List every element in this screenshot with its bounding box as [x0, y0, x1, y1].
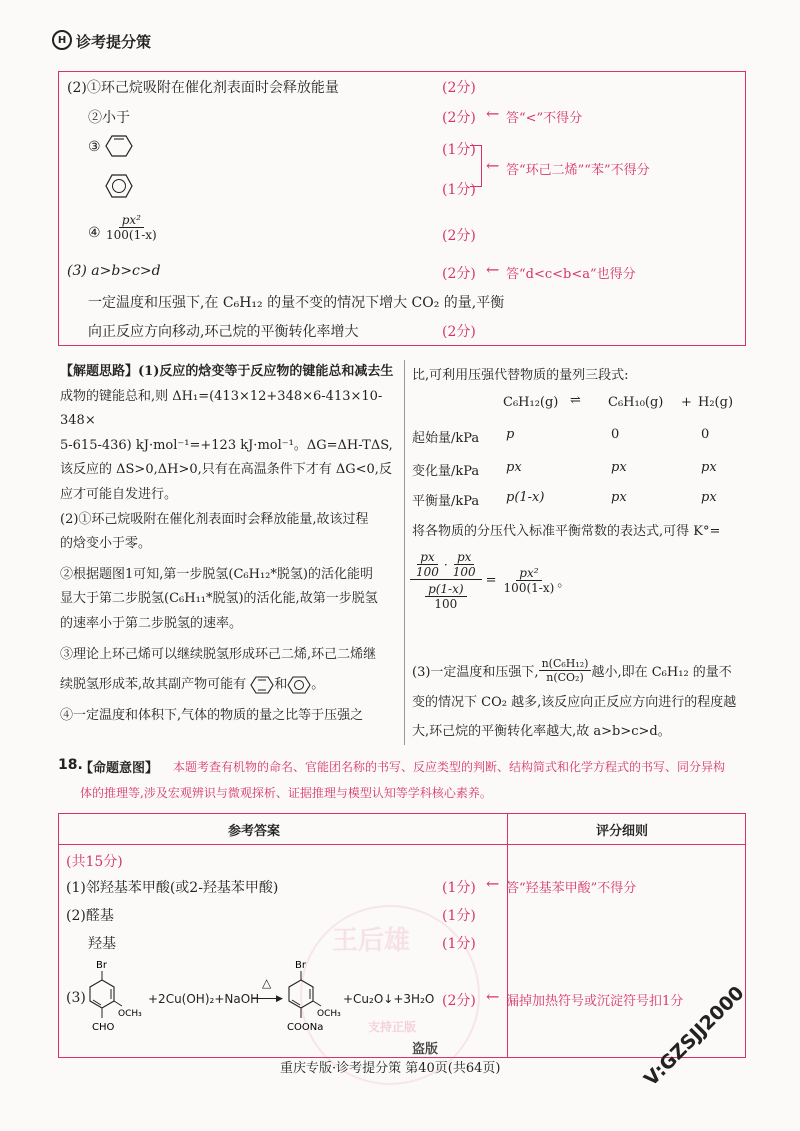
- reactant-structure-icon: [84, 956, 144, 1038]
- benzene-structure-icon: [104, 172, 134, 200]
- note-hydroxy: 答“羟基苯甲酸”不得分: [506, 881, 637, 896]
- answer-row-2-2: ②小于: [88, 110, 130, 126]
- ice-cell: 0: [611, 427, 620, 442]
- page-footer: 重庆专版·诊考提分策 第40页(共64页): [280, 1061, 501, 1076]
- points: (1分): [442, 936, 476, 952]
- answer-18-1: (1)邻羟基苯甲酸(或2-羟基苯甲酸): [66, 880, 279, 896]
- arrow-head-icon: ▶: [276, 994, 283, 1004]
- points: (1分): [442, 908, 476, 924]
- ice-cell: px: [701, 460, 717, 475]
- analysis-left: 【解题思路】(1)反应的焓变等于反应物的键能总和减去生 成物的键能总和,则 ΔH₁=(413×12+348×6-413×10-348× 5-615-436) kJ·mol⁻¹=+123 kJ·mol⁻¹。ΔG=ΔH-TΔS, 该反应的 ΔS>0,ΔH>0,只有在高温条件下才有 ΔG<0,反 应才可能自发进行。 (2)①环己烷吸附在催化剂表面时会释放能量,故该过程 的焓变小于零。 ②根据题图1可知,第一步脱氢(C₆H₁₂*脱氢)的活化能明 显大于第二步脱氢(C₆H₁₁*脱氢)的活化能,故第一步脱氢 的速率小于第二步脱氢的速率。 ③理论上环己烯可以继续脱氢形成环己二烯,环己二烯继 续脱氢形成苯,故其副产物可能有 和 。 ④一定温度和体积下,气体的物质的量之比等于压强之: [60, 364, 394, 723]
- table-header-scoring: 评分细则: [596, 824, 649, 839]
- points: (1分): [442, 142, 476, 158]
- watermark-stamp: 支持正版: [368, 1020, 417, 1034]
- brand-logo-icon: H: [52, 30, 72, 50]
- ice-label: 平衡量/kPa: [412, 494, 480, 509]
- answer-row-2-3: ③: [88, 139, 101, 155]
- ice-cell: px: [611, 490, 627, 505]
- watermark-stamp2: 盗版: [412, 1042, 439, 1057]
- k-expression-line: 将各物质的分压代入标准平衡常数的表达式,可得 K°=: [412, 524, 721, 539]
- svg-text:CHO: CHO: [92, 1022, 115, 1033]
- points: (2分): [442, 993, 476, 1009]
- eq-product1: C₆H₁₀(g): [608, 395, 664, 410]
- k-fraction: $\frac{px}{100}$ · $\frac{px}{100}$ $\frac{p(1-x)}{100}$ = $\frac{\text{px²}}{100(1-x)}$ 。: [410, 550, 570, 611]
- arrow-left-icon: ←: [486, 874, 500, 893]
- analysis-right-3c: 大,环己烷的平衡转化率越大,故 a>b>c>d。: [412, 724, 671, 739]
- eq-product2: H₂(g): [698, 395, 734, 410]
- kp-fraction: $\frac{\text{px²}}{100(1-x)}$: [106, 213, 157, 242]
- eq-plus: +: [681, 395, 692, 410]
- svg-text:OCH₃: OCH₃: [118, 1009, 142, 1019]
- cyclohexene-structure-icon: [104, 133, 134, 159]
- q18-intent-tag: 【命题意图】: [80, 761, 159, 776]
- points: (1分): [442, 880, 476, 896]
- heat-symbol-icon: △: [262, 976, 272, 990]
- brand-title: 诊考提分策: [76, 33, 152, 51]
- svg-text:COONa: COONa: [287, 1022, 324, 1033]
- benzene-small-icon: [287, 675, 311, 695]
- arrow-left-icon: ←: [486, 104, 500, 123]
- answer-row-3-text2: 向正反应方向移动,环己烷的平衡转化率增大: [88, 324, 359, 340]
- q18-intent-line1: 本题考查有机物的命名、官能团名称的书写、反应类型的判断、结构简式和化学方程式的书写、同分异构: [173, 760, 726, 774]
- total-points: (共15分): [66, 854, 123, 870]
- points: (2分): [442, 80, 476, 96]
- svg-text:Br: Br: [96, 960, 107, 971]
- analysis-right-intro: 比,可利用压强代替物质的量列三段式:: [412, 368, 629, 383]
- note-heat: 漏掉加热符号或沉淀符号扣1分: [506, 994, 684, 1009]
- answer-18-2b: 羟基: [88, 936, 116, 952]
- points: (2分): [442, 228, 476, 244]
- ice-cell: 0: [701, 427, 710, 442]
- eq-reactant: C₆H₁₂(g): [503, 395, 559, 410]
- answer-row-3-text: 一定温度和压强下,在 C₆H₁₂ 的量不变的情况下增大 CO₂ 的量,平衡: [88, 295, 505, 311]
- note-diene: 答“环己二烯”“苯”不得分: [506, 163, 650, 178]
- svg-text:Br: Br: [295, 960, 306, 971]
- answer-18-2: (2)醛基: [66, 908, 114, 924]
- analysis-right-3: (3)一定温度和压强下, $\frac{\text{n(C₆H₁₂)}}{\text{n(CO₂)}}$ 越小,即在 C₆H₁₂ 的量不: [412, 657, 732, 684]
- ice-cell: px: [611, 460, 627, 475]
- points: (2分): [442, 110, 476, 126]
- products: +Cu₂O↓+3H₂O: [343, 992, 435, 1006]
- note-order: 答“d<c<b<a”也得分: [506, 267, 636, 282]
- ice-cell: p(1-x): [506, 490, 545, 505]
- answer-row-2-4: ④: [88, 225, 101, 241]
- q18-intent-line2: 体的推理等,涉及宏观辨识与微观探析、证据推理与模型认知等学科核心素养。: [80, 786, 492, 800]
- watermark-center: 王后雄: [332, 926, 411, 956]
- watermark-side: V:GZSJJ2000: [640, 981, 749, 1091]
- arrow-left-icon: ←: [486, 156, 500, 175]
- answer-18-3: (3): [66, 990, 86, 1006]
- column-divider: [404, 360, 405, 745]
- arrow-left-icon: ←: [486, 260, 500, 279]
- ice-cell: px: [701, 490, 717, 505]
- analysis-right-3b: 变的情况下 CO₂ 越多,该反应向正反应方向进行的程度越: [412, 695, 737, 710]
- answer-row-2-1: (2)①环己烷吸附在催化剂表面时会释放能量: [67, 80, 339, 96]
- table-header-answer: 参考答案: [228, 824, 281, 839]
- ice-cell: p: [506, 427, 515, 442]
- product-structure-icon: [283, 956, 349, 1038]
- eq-arrow-icon: ⇌: [570, 393, 581, 408]
- ice-cell: px: [506, 460, 522, 475]
- cyclohexadiene-structure-icon: [250, 675, 274, 695]
- q18-number: 18.: [58, 757, 83, 773]
- points: (1分): [442, 182, 476, 198]
- arrow-left-icon: ←: [486, 987, 500, 1006]
- points: (2分): [442, 266, 476, 282]
- points: (2分): [442, 324, 476, 340]
- note-lt: 答“<”不得分: [506, 111, 583, 126]
- svg-text:OCH₃: OCH₃: [317, 1009, 341, 1019]
- ice-label: 变化量/kPa: [412, 464, 480, 479]
- reagents: +2Cu(OH)₂+NaOH: [148, 992, 260, 1006]
- ice-label: 起始量/kPa: [412, 431, 480, 446]
- answer-row-3: (3) a>b>c>d: [67, 263, 161, 279]
